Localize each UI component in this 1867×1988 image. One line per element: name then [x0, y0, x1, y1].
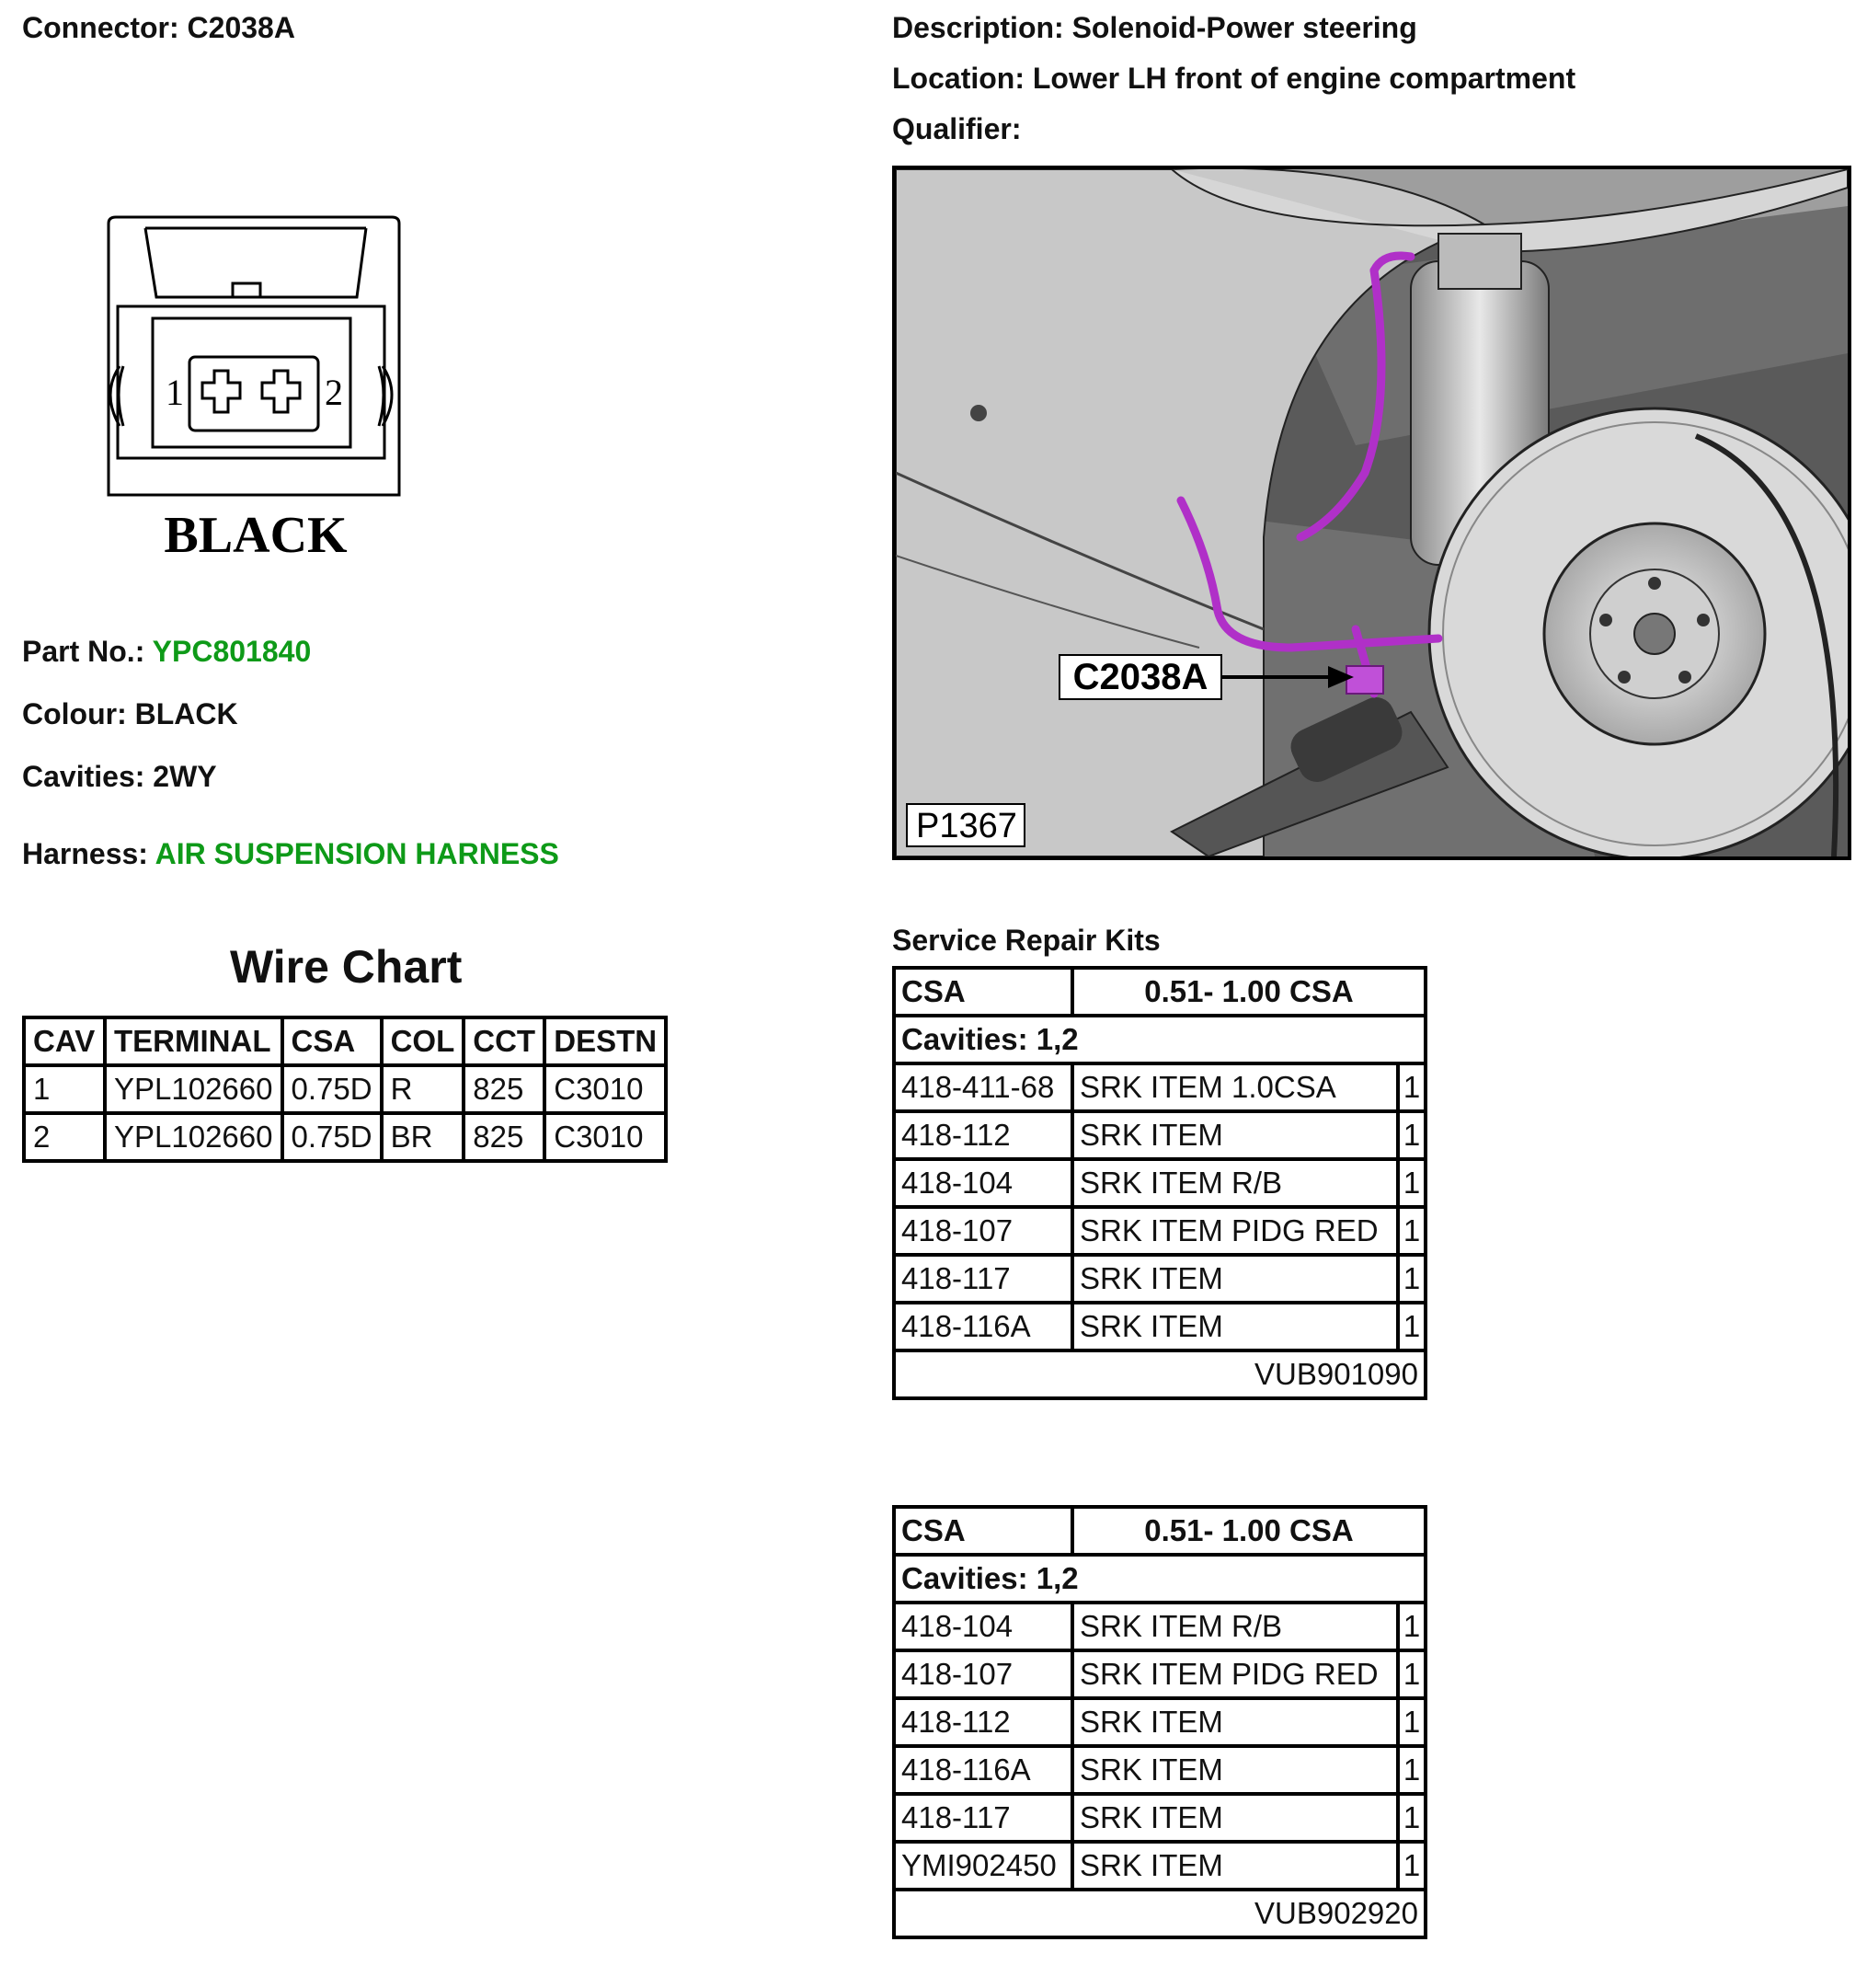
location-photo: [892, 166, 1851, 860]
wire-chart-header-row: [24, 1017, 666, 1065]
connector-colour-caption: BLACK: [164, 507, 348, 564]
harness-link[interactable]: AIR SUSPENSION HARNESS: [155, 837, 559, 870]
table-row: 418-411-68 SRK ITEM 1.0CSA 1: [894, 1063, 1426, 1111]
table-row: 418-117 SRK ITEM 1: [894, 1794, 1426, 1842]
col-csa-header: CSA: [282, 1017, 382, 1065]
table-row: 418-112 SRK ITEM 1: [894, 1698, 1426, 1746]
cell: R: [382, 1065, 464, 1113]
cell: 0.75D: [282, 1065, 382, 1113]
col-cct-header: CCT: [464, 1017, 544, 1065]
qualifier-line: Qualifier:: [892, 112, 1022, 145]
kit-header-row: [894, 968, 1426, 1016]
cell: C3010: [544, 1065, 666, 1113]
kit-number-row: [894, 1890, 1426, 1937]
table-row: 418-107 SRK ITEM PIDG RED 1: [894, 1207, 1426, 1255]
cell: 825: [464, 1113, 544, 1161]
cell: 2: [24, 1113, 105, 1161]
harness-line: Harness: AIR SUSPENSION HARNESS: [22, 837, 559, 870]
col-cav-header: CAV: [24, 1017, 105, 1065]
table-row: [24, 1113, 666, 1161]
table-row: 418-112 SRK ITEM 1: [894, 1111, 1426, 1159]
engine-bay-illustration: [896, 169, 1848, 856]
part-number-link[interactable]: YPC801840: [152, 635, 312, 668]
cell: C3010: [544, 1113, 666, 1161]
photo-callout-label: C2038A: [1072, 657, 1208, 697]
repair-kit-table: [892, 1505, 1427, 1939]
kit-csa-value: 0.51- 1.00 CSA: [1072, 968, 1426, 1016]
pin-2-label: 2: [325, 372, 343, 413]
wire-chart-table: [22, 1016, 668, 1163]
table-row: [24, 1065, 666, 1113]
col-terminal-header: TERMINAL: [105, 1017, 282, 1065]
kit-cavities-row: Cavities: 1,2: [894, 1016, 1426, 1063]
colour-line: Colour: BLACK: [22, 697, 238, 730]
kit-number: VUB902920: [894, 1890, 1426, 1937]
photo-figure-id: P1367: [916, 807, 1017, 845]
repair-kit-table: [892, 966, 1427, 1400]
kit-csa-label: CSA: [894, 1507, 1072, 1555]
table-row: 418-104 SRK ITEM R/B 1: [894, 1603, 1426, 1650]
kit-cavities-row: Cavities: 1,2: [894, 1555, 1426, 1603]
col-col-header: COL: [382, 1017, 464, 1065]
cell: 825: [464, 1065, 544, 1113]
table-row: 418-107 SRK ITEM PIDG RED 1: [894, 1650, 1426, 1698]
cell: BR: [382, 1113, 464, 1161]
kit-number-row: [894, 1350, 1426, 1398]
kit-number: VUB901090: [894, 1350, 1426, 1398]
description-line: Description: Solenoid-Power steering: [892, 11, 1417, 44]
connector-heading: Connector: C2038A: [22, 11, 295, 44]
connector-face-diagram: [99, 210, 412, 569]
location-line: Location: Lower LH front of engine compartment: [892, 62, 1576, 95]
connector-id: C2038A: [187, 11, 295, 44]
cell: 1: [24, 1065, 105, 1113]
table-row: YMI902450 SRK ITEM 1: [894, 1842, 1426, 1890]
table-row: 418-116A SRK ITEM 1: [894, 1303, 1426, 1350]
table-row: 418-117 SRK ITEM 1: [894, 1255, 1426, 1303]
cavities-line: Cavities: 2WY: [22, 760, 217, 793]
cell: YPL102660: [105, 1065, 282, 1113]
table-row: 418-104 SRK ITEM R/B 1: [894, 1159, 1426, 1207]
repair-kits-title: Service Repair Kits: [892, 924, 1161, 957]
kit-header-row: [894, 1507, 1426, 1555]
cell: YPL102660: [105, 1113, 282, 1161]
kit-csa-value: 0.51- 1.00 CSA: [1072, 1507, 1426, 1555]
part-number-line: Part No.: YPC801840: [22, 635, 312, 668]
wire-chart-title: Wire Chart: [230, 941, 463, 993]
col-destn-header: DESTN: [544, 1017, 666, 1065]
kit-csa-label: CSA: [894, 968, 1072, 1016]
pin-1-label: 1: [166, 372, 184, 413]
table-row: 418-116A SRK ITEM 1: [894, 1746, 1426, 1794]
cell: 0.75D: [282, 1113, 382, 1161]
